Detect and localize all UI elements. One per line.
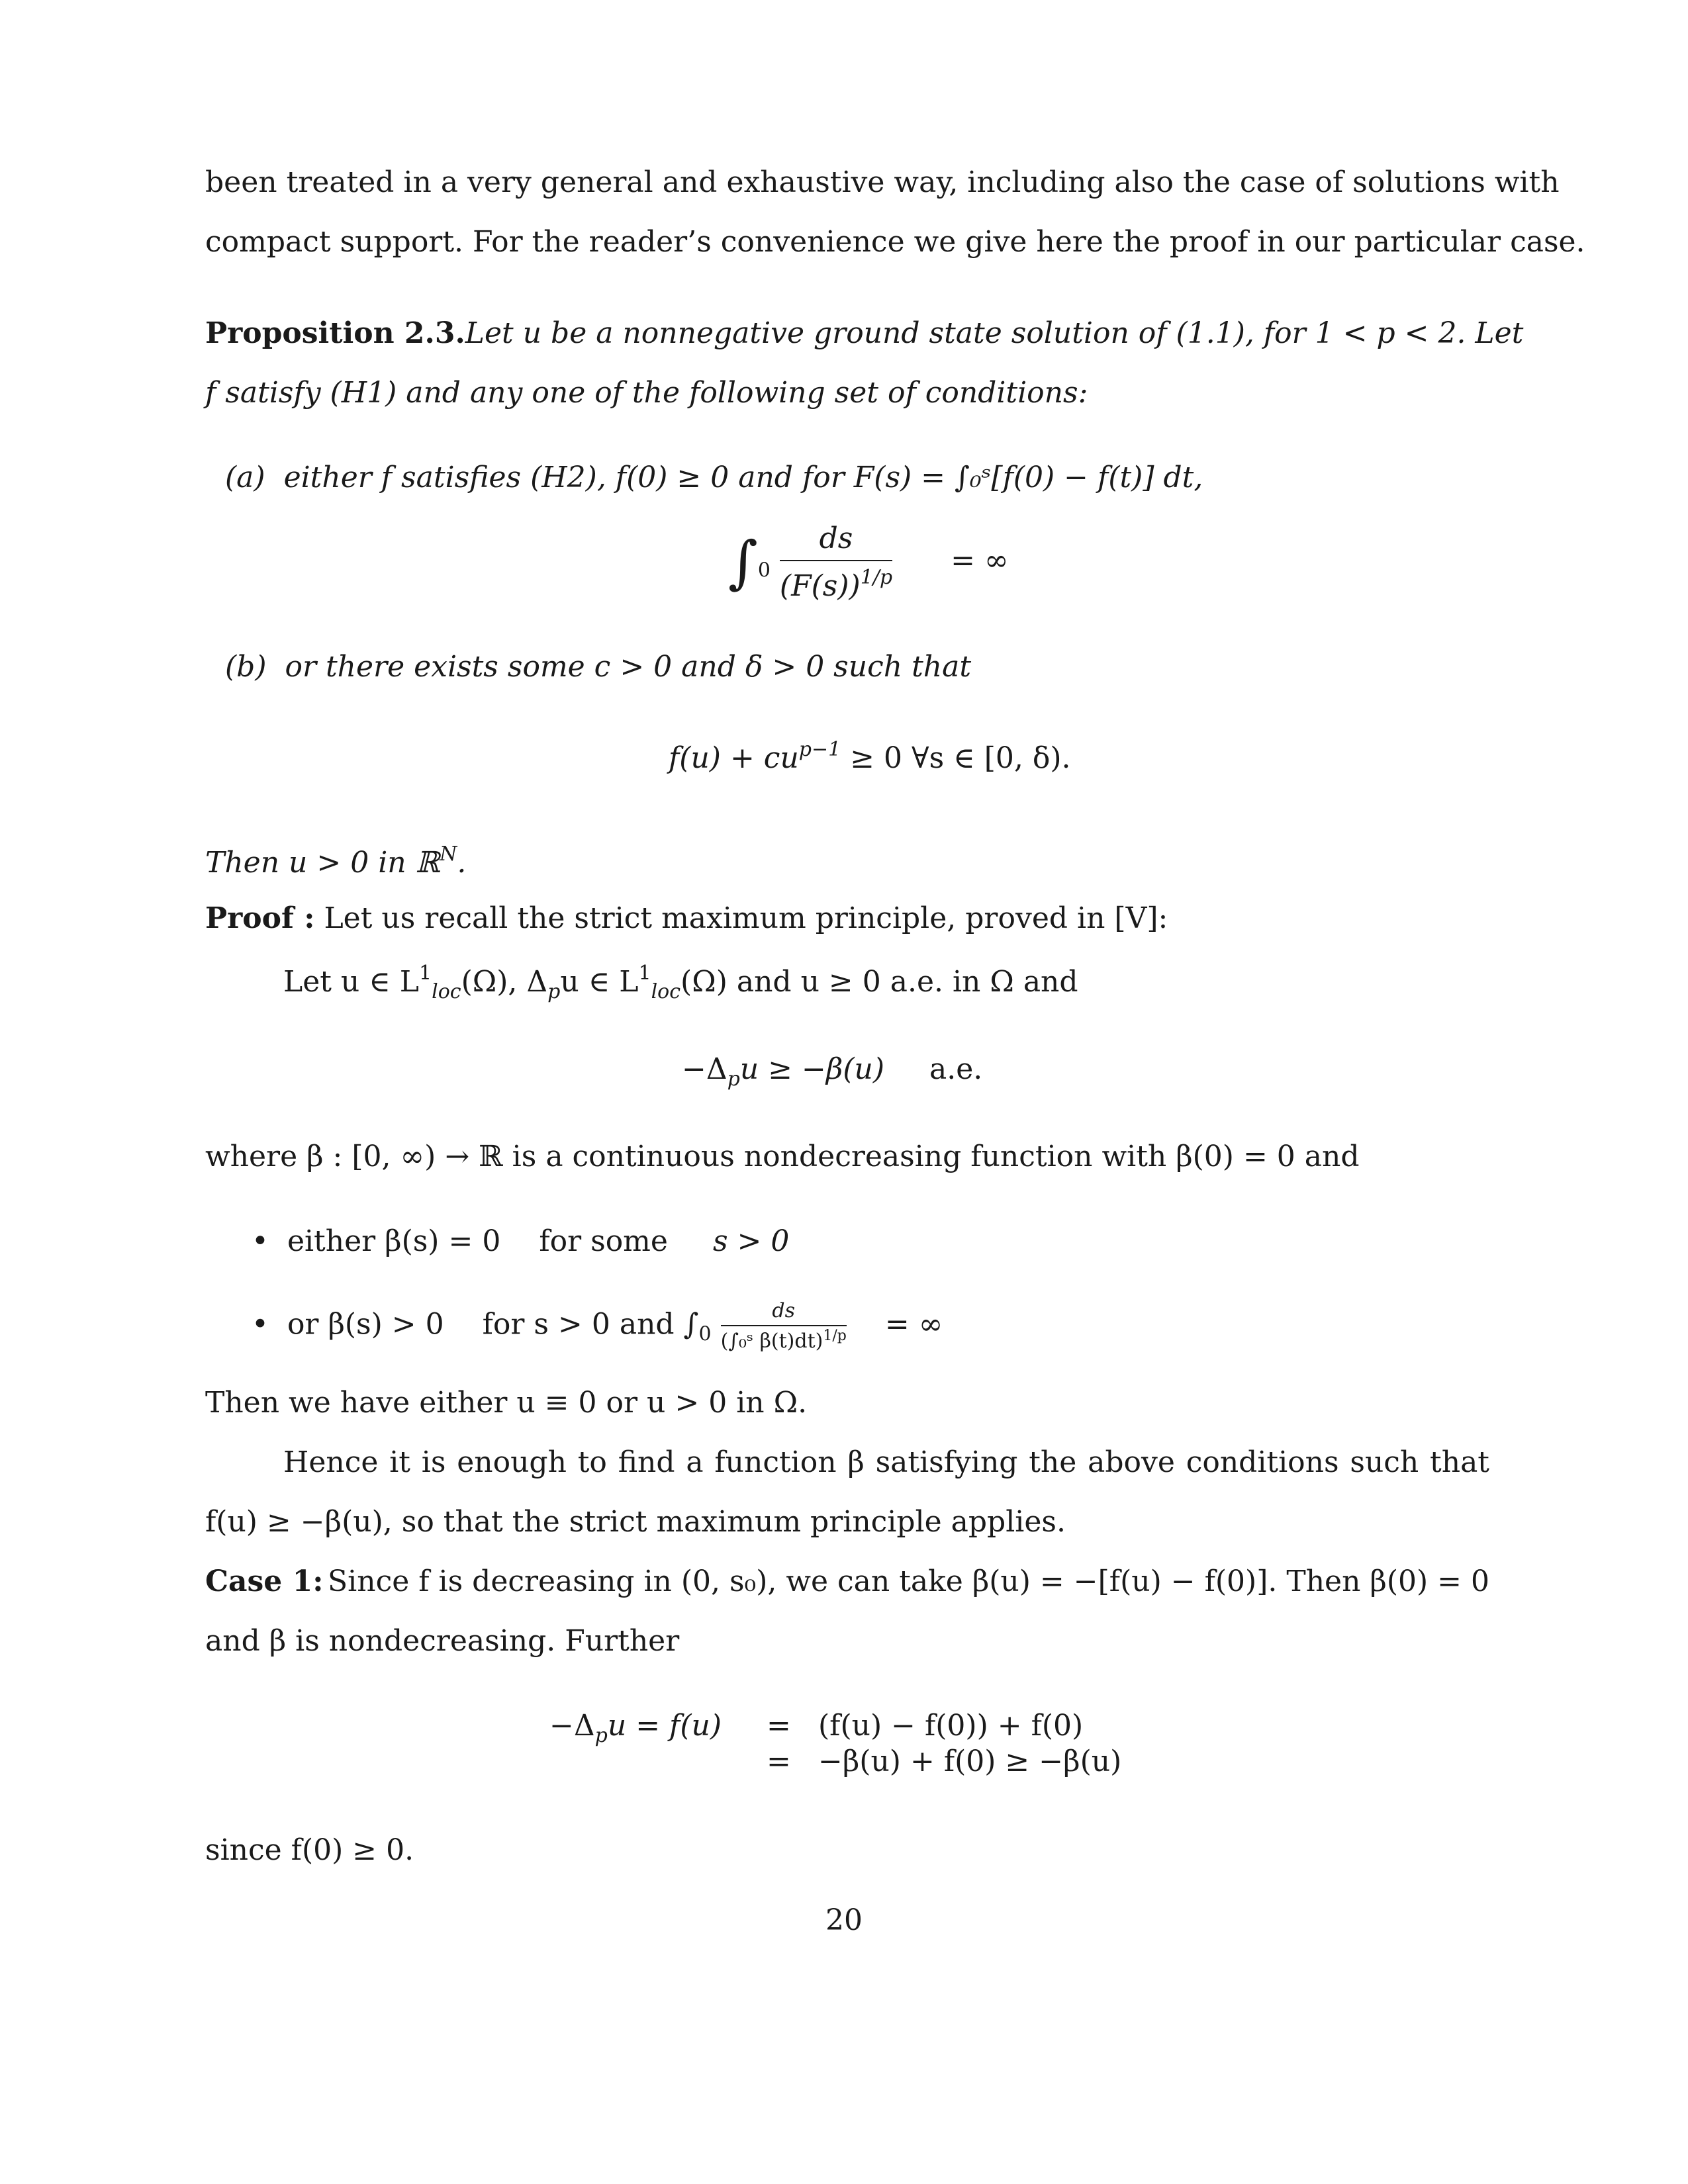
condition-a [225,463,1203,492]
equation-eq-sign-1: = [767,1709,791,1743]
case-1-line-1 [205,1567,1489,1596]
hence-line-2: f(u) ≥ −β(u), so that the strict maximum principle applies. [205,1505,1066,1539]
case-1-label: Case 1: [205,1565,324,1598]
intro-line-1: been treated in a very general and exhaustive way, including also the case of solutions with [205,165,1560,199]
condition-b-text: or there exists some c > 0 and δ > 0 such that [285,650,971,684]
hence-line-1: Hence it is enough to find a function β satisfying the above conditions such that [283,1445,1489,1479]
proof-line-2-part-b: (Ω), Δ [461,965,548,999]
bullet-1-part-c: s > 0 [712,1224,790,1258]
proposition-label: Proposition 2.3. [205,316,465,350]
condition-b [225,650,971,684]
equation-line-1 [549,1711,722,1746]
case-1-line-2: and β is nondecreasing. Further [205,1624,680,1658]
eq1-part-b: u ≥ −β(u) [739,1052,885,1086]
denominator-exponent: 1/p [860,566,893,589]
bullet-icon: • [252,1307,269,1342]
conclusion-exponent: N [440,842,457,866]
delta-p-sub: p [547,980,561,1003]
proof-label: Proof : [205,901,315,935]
bullet-2-denominator [721,1326,847,1351]
proposition-conclusion [205,844,466,878]
bullet-1 [252,1224,790,1258]
l1-sup-2: 1 [638,962,651,985]
maximum-principle-inequality [682,1052,983,1091]
bullet-2-part-a: or β(s) > 0 [287,1307,444,1342]
eq2-lhs-part-b: u = f(u) [607,1709,722,1743]
bullet-2-part-b: for s > 0 and ∫ [482,1307,699,1342]
bullet-2-lower-limit: 0 [698,1322,712,1346]
condition-b-equation [669,740,1071,773]
equation-rhs-2: −β(u) + f(0) ≥ −β(u) [818,1745,1122,1778]
proof-line-2 [283,964,1078,1002]
conclusion-end: . [457,846,467,880]
bullet-2-rhs: = ∞ [884,1307,943,1342]
integral-sign: ∫ [728,529,758,596]
l1-sub-2: loc [651,980,681,1003]
integral-lower-limit: 0 [757,559,771,582]
eq1-sub: p [727,1068,740,1091]
fraction-numerator: ds [780,524,892,561]
page-number: 20 [825,1903,863,1937]
bullet-2-fraction [721,1301,847,1351]
bullet-2 [252,1301,943,1351]
fraction-denominator [780,561,892,601]
bullet-1-part-b: for some [539,1224,668,1258]
since-line: since f(0) ≥ 0. [205,1833,414,1867]
condition-a-fraction [780,524,892,601]
where-line: where β : [0, ∞) → ℝ is a continuous nondecreasing function with β(0) = 0 and [205,1140,1360,1173]
proof-line-1 [205,901,1168,935]
bullet-2-den-exponent: 1/p [823,1328,847,1344]
condition-a-equation [728,524,1009,601]
l1-sup: 1 [419,962,432,985]
eq1-ae: a.e. [929,1052,983,1086]
proposition-text-1: Let u be a nonnegative ground state solution of (1.1), for 1 < p < 2. Let [465,316,1524,350]
condition-a-label: (a) [225,461,265,494]
eq1-part-a: −Δ [682,1052,727,1086]
conclusion-text: Then u > 0 in ℝ [205,846,440,880]
condition-b-label: (b) [225,650,267,684]
equation-rhs-1: (f(u) − f(0)) + f(0) [818,1709,1084,1743]
proof-text-1: Let us recall the strict maximum principle, proved in [V]: [324,901,1168,935]
equation-eq-sign-2: = [767,1745,791,1778]
proof-line-2-part-c: u ∈ L [560,965,639,999]
l1-sub: loc [432,980,461,1003]
case-1-text: Since f is decreasing in (0, s₀), we can take β(u) = −[f(u) − f(0)]. Then β(0) = 0 [328,1565,1489,1598]
bullet-icon: • [252,1224,269,1258]
bullet-2-den-base: (∫₀ˢ β(t)dt) [720,1330,823,1353]
denominator-base: (F(s)) [779,569,861,603]
bullet-1-part-a: either β(s) = 0 [287,1224,501,1258]
eq2-lhs-part-a: −Δ [549,1709,595,1743]
condition-b-rest: ≥ 0 ∀s ∈ [0, δ). [841,741,1071,775]
eq2-lhs-sub: p [594,1724,608,1747]
condition-b-exponent: p−1 [798,738,841,761]
proof-line-2-part-d: (Ω) and u ≥ 0 a.e. in Ω and [680,965,1078,999]
bullet-2-numerator: ds [721,1301,847,1326]
proposition-line-2: f satisfy (H1) and any one of the following set of conditions: [205,376,1088,410]
intro-line-2: compact support. For the reader’s convenience we give here the proof in our particular case. [205,225,1585,259]
condition-a-text: either f satisfies (H2), f(0) ≥ 0 and for F(s) = ∫₀ˢ[f(0) − f(t)] dt, [283,461,1203,494]
proof-line-2-part-a: Let u ∈ L [283,965,420,999]
condition-a-rhs: = ∞ [951,543,1009,578]
then-line: Then we have either u ≡ 0 or u > 0 in Ω. [205,1386,808,1420]
condition-b-lhs: f(u) + cu [669,741,799,775]
proposition-line-1 [205,316,1524,350]
